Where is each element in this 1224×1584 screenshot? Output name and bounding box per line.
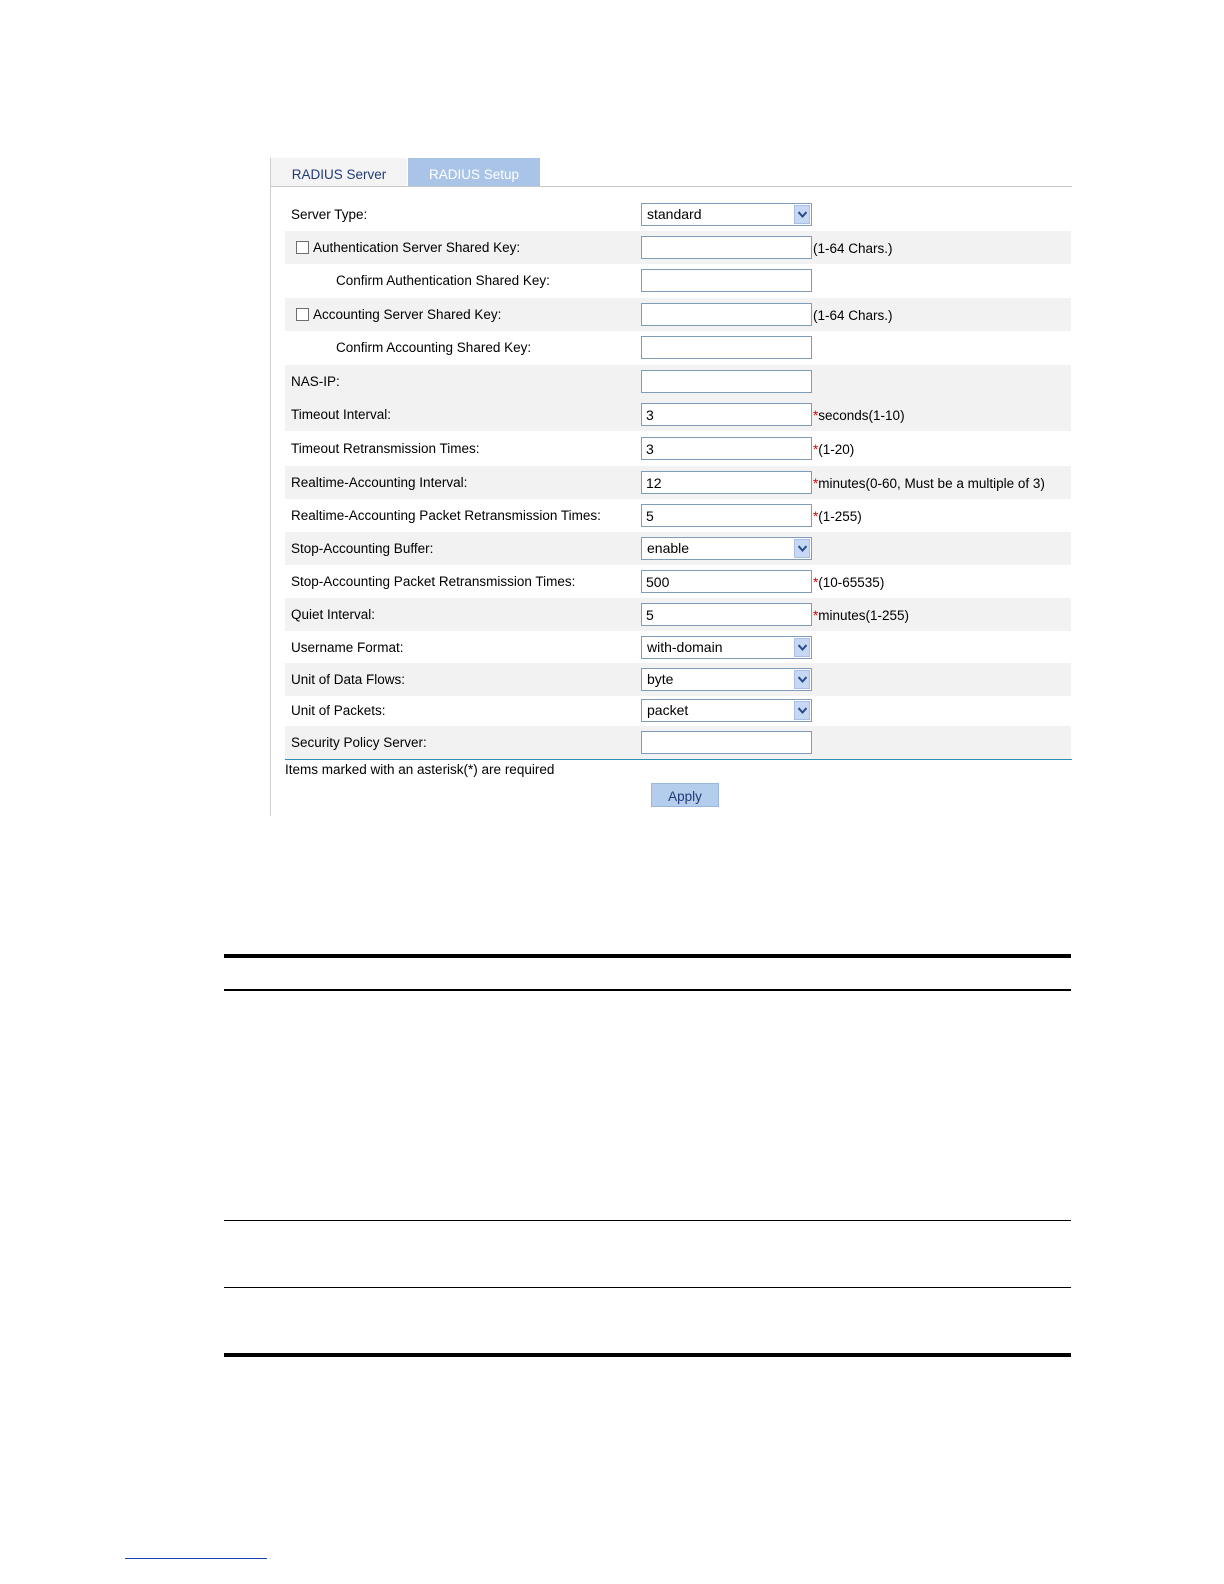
tab-radius-server[interactable]: RADIUS Server xyxy=(271,158,407,186)
auth-key-hint: (1-64 Chars.) xyxy=(813,241,893,256)
quiet-interval-row xyxy=(285,598,1071,631)
confirm-acct-key-label: Confirm Accounting Shared Key: xyxy=(336,340,532,355)
chevron-down-icon[interactable] xyxy=(794,670,810,689)
table-bottom-rule xyxy=(224,1353,1071,1357)
stop-buffer-label: Stop-Accounting Buffer: xyxy=(291,541,434,556)
packet-unit-row xyxy=(285,694,1071,727)
table-row-rule xyxy=(224,1287,1071,1288)
required-mark: * xyxy=(813,442,819,457)
table-header-rule xyxy=(224,989,1071,991)
radius-setup-panel xyxy=(270,158,1072,816)
timeout-retrans-row xyxy=(285,432,1071,465)
required-note: Items marked with an asterisk(*) are required xyxy=(285,762,555,777)
chevron-down-icon[interactable] xyxy=(794,539,810,558)
policy-server-label: Security Policy Server: xyxy=(291,735,427,750)
required-mark: * xyxy=(813,608,819,623)
timeout-interval-input[interactable] xyxy=(641,403,812,426)
tab-bar xyxy=(271,158,1072,187)
timeout-retrans-hint: *(1-20) xyxy=(813,442,855,457)
confirm-auth-key-row xyxy=(285,264,1071,297)
stop-buffer-select[interactable] xyxy=(641,537,812,560)
auth-key-input[interactable] xyxy=(641,236,812,259)
required-mark: * xyxy=(813,509,819,524)
tab-radius-setup[interactable]: RADIUS Setup xyxy=(408,158,540,186)
stop-retrans-label: Stop-Accounting Packet Retransmission Times: xyxy=(291,574,576,589)
stop-retrans-row xyxy=(285,565,1071,598)
username-format-value: with-domain xyxy=(647,639,723,655)
policy-server-row xyxy=(285,726,1071,759)
nas-ip-label: NAS-IP: xyxy=(291,374,340,389)
packet-unit-label: Unit of Packets: xyxy=(291,703,386,718)
auth-key-row xyxy=(285,231,1071,264)
footnote-rule xyxy=(125,1558,267,1559)
required-mark: * xyxy=(813,476,819,491)
realtime-retrans-input[interactable] xyxy=(641,504,812,527)
form-divider xyxy=(285,759,1072,760)
quiet-interval-label: Quiet Interval: xyxy=(291,607,376,622)
data-unit-select[interactable] xyxy=(641,668,812,691)
username-format-row xyxy=(285,631,1071,664)
realtime-retrans-row xyxy=(285,499,1071,532)
realtime-interval-input[interactable] xyxy=(641,471,812,494)
table-top-rule xyxy=(224,954,1071,958)
timeout-interval-row xyxy=(285,398,1071,431)
stop-retrans-hint: *(10-65535) xyxy=(813,575,885,590)
acct-key-checkbox[interactable] xyxy=(296,308,309,321)
timeout-retrans-input[interactable] xyxy=(641,437,812,460)
data-unit-label: Unit of Data Flows: xyxy=(291,672,406,687)
nas-ip-input[interactable] xyxy=(641,370,812,393)
policy-server-input[interactable] xyxy=(641,731,812,754)
realtime-retrans-hint: *(1-255) xyxy=(813,509,862,524)
server-type-select[interactable] xyxy=(641,203,812,226)
quiet-interval-hint: *minutes(1-255) xyxy=(813,608,910,623)
required-mark: * xyxy=(813,575,819,590)
auth-key-label: Authentication Server Shared Key: xyxy=(313,240,521,255)
username-format-label: Username Format: xyxy=(291,640,404,655)
confirm-acct-key-row xyxy=(285,331,1071,364)
quiet-interval-input[interactable] xyxy=(641,603,812,626)
stop-retrans-input[interactable] xyxy=(641,570,812,593)
data-unit-row xyxy=(285,663,1071,696)
acct-key-hint: (1-64 Chars.) xyxy=(813,308,893,323)
acct-key-input[interactable] xyxy=(641,303,812,326)
packet-unit-select[interactable] xyxy=(641,699,812,722)
server-type-row xyxy=(285,198,1071,231)
timeout-interval-hint: *seconds(1-10) xyxy=(813,408,905,423)
realtime-interval-label: Realtime-Accounting Interval: xyxy=(291,475,468,490)
stop-buffer-row xyxy=(285,532,1071,565)
nas-ip-row xyxy=(285,365,1071,398)
realtime-interval-hint: *minutes(0-60, Must be a multiple of 3) xyxy=(813,476,1045,491)
server-type-value: standard xyxy=(647,206,702,222)
apply-button[interactable]: Apply xyxy=(651,783,719,807)
table-row-rule xyxy=(224,1220,1071,1221)
server-type-label: Server Type: xyxy=(291,207,368,222)
data-unit-value: byte xyxy=(647,671,674,687)
chevron-down-icon[interactable] xyxy=(794,638,810,657)
required-mark: * xyxy=(813,408,819,423)
auth-key-checkbox[interactable] xyxy=(296,241,309,254)
confirm-auth-key-label: Confirm Authentication Shared Key: xyxy=(336,273,550,288)
chevron-down-icon[interactable] xyxy=(794,205,810,224)
username-format-select[interactable] xyxy=(641,636,812,659)
realtime-retrans-label: Realtime-Accounting Packet Retransmission Times: xyxy=(291,508,601,523)
realtime-interval-row xyxy=(285,466,1071,499)
acct-key-row xyxy=(285,298,1071,331)
packet-unit-value: packet xyxy=(647,702,689,718)
timeout-retrans-label: Timeout Retransmission Times: xyxy=(291,441,480,456)
confirm-auth-key-input[interactable] xyxy=(641,269,812,292)
confirm-acct-key-input[interactable] xyxy=(641,336,812,359)
timeout-interval-label: Timeout Interval: xyxy=(291,407,392,422)
chevron-down-icon[interactable] xyxy=(794,701,810,720)
acct-key-label: Accounting Server Shared Key: xyxy=(313,307,502,322)
stop-buffer-value: enable xyxy=(647,540,690,556)
